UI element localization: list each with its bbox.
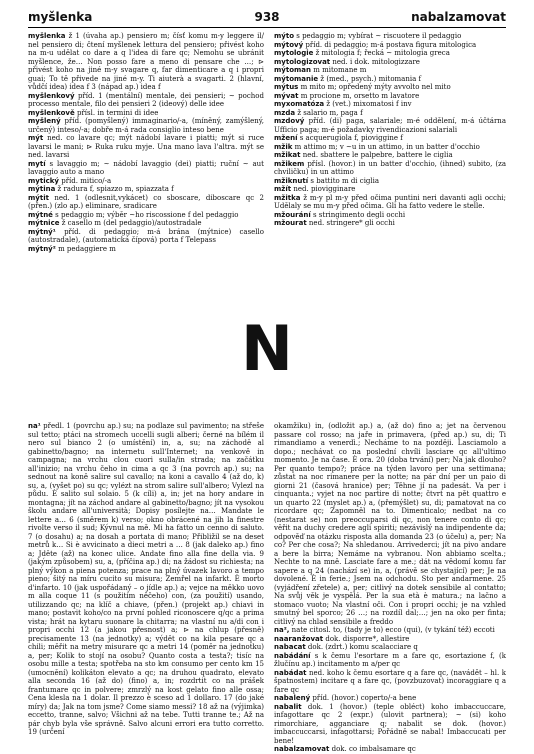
entry-headword: mžik: [274, 142, 293, 151]
entry-definition: příd. (di) paga, salariale; m-é oddělení, m-á účtárna Ufficio paga; m-é požadavky rivendicazioni salariali: [274, 117, 506, 134]
dictionary-entry: [274, 109, 506, 118]
entry-definition: s lavaggio m; ~ nádobí lavaggio (dei) piatti; ruční ~ aut lavaggio auto a mano: [28, 159, 264, 176]
entry-definition: dok. co imbalsamare qc: [331, 745, 416, 753]
dictionary-entry: [274, 194, 506, 211]
entry-definition: ž salario m, paga f: [297, 108, 363, 117]
entry-headword: naaranžovat: [274, 634, 324, 643]
entry-definition: ž casello m (del pedaggio)/autostradale: [61, 219, 202, 227]
dictionary-entry: [274, 211, 506, 220]
header-last-entry: nabalzamovat: [411, 10, 506, 24]
entry-headword: mzda: [274, 108, 296, 117]
entry-definition: ž (med., psych.) mitomania f: [320, 74, 422, 83]
entry-headword: nabádání: [274, 651, 311, 660]
entry-definition: předl. 1 (povrchu ap.) su; na podlaze sul pavimento; na střeše sul tetto; ptáci na stromech uccelli sugli alberi; černé na bílém il nero sul bianco 2 (o umístění) in, a, su; na záchodě al gabinetto/bagno; na internetu sull'Internet; na venkově in campagna; na vrchu clou cuori sulla/in strada; na začátku all'inizio; na vrchu čeho in cima a qc 3 (na povrch ap.) su; na sednout na koně salire sul cavallo; na koni a cavallo 4 (až do, k) su, a, (vyšet po) su qc; vylézt na strom salire sull'albero; Vylezl na půdu. È salito sul solaio. 5 (k cíli) a, in; jet na hory andare in montagna; jít na záchod andare al gabinetto/bagno; jít na vysokou školu andare all'università; Dopisy posílejte na… Mandate le lettere a… 6 (směrem k) verso; okno obrácené na jih la finestre rivolte verso il sud; Kývnul na mě. Mi ha fatto un cenno di saluto. 7 (o dosahu) a; na dosah a portata di mano; Přibližil se na deset metrů k… Si è avvicinato a dieci metri a … 8 (jak daleko ap.) fino a; Jděte (až) na konec ulice. Andate fino alla fine della via. 9 (jakým způsobem) su, a, (příčina ap.) di; na žádost su richiesta; na plný výkon a piena potenza; prace na plný úvazek lavoro a tempo pieno; šitý na míru cucito su misura; Zemřel na infarkt. È morto d'infarto. 10 (jak uspořádaný – o jídle ap.) a; vejce na měkko uovo m alla coque 11 (s použitím něčeho) con, (za použití) usando, utilizzando qc; na klíč a chiave, (přen.) (projekt ap.) chiavi in mano; postavit koho/co na první pohled riconoscere q/qc a prima vista; hrát na kytaru suonare la chitarra; na vlastní nu a/di con i propri occhi 12 (a jakou přesnost) a; ⊳ na chlup (přesně) precisamente 13 (na jednotky) a; výdět co na kila pesare qc a chili; měřit na metry misurare qc a metri 14 (poměr na jednotku) a, per; Kolik to stojí na osobu? Quanto costa a testa?; tisíc na osobu mille a testa; spotřeba na sto km consumo per cento km 15 (umocnění) kolikáton elevato a qc; na druhou quadrato, elevato alla seconda 16 (až do) (fino) a, in; rozdrtit co na prášek frantumare qc in polvere; zmrzlý na kost gelato fino alle ossa; Cena klesla na 1 dolar. Il prezzo è sceso ad 1 dollaro. 17 (do jaké míry) da; Jak na tom jsme? Come siamo messi? 18 až na (výjimka) eccetto, tranne, salvo; Všichni až na tebe. Tutti tranne te.; Až na pár chyb byla vše správně. Salvo alcuni errori era tutto corretto. 19 (určení: [28, 422, 265, 736]
entry-headword: mytologie: [274, 49, 314, 57]
column-1: [28, 32, 264, 278]
entry-definition: s k čemu l'esortare m a fare qc, esortazione f, (k žlučínu ap.) incitamento m a/per qc: [274, 651, 506, 668]
entry-definition: ned. sbattere le palpebre, battere le ciglia: [302, 151, 453, 159]
entry-headword: mýtnice: [28, 219, 60, 227]
dictionary-entry: [28, 177, 264, 186]
entry-headword: nabalzamovat: [274, 745, 330, 753]
dictionary-entry: [274, 117, 506, 134]
entry-definition: m pedaggiere m: [58, 244, 116, 253]
entry-definition: příd. (hovor.) coperto/-a bene: [312, 694, 417, 702]
entry-definition: příd. mitico/-a: [61, 176, 112, 185]
entry-headword: myxomatóza: [274, 100, 325, 108]
dictionary-entry: [274, 41, 506, 50]
entry-definition: m mitomane m: [313, 66, 367, 74]
running-header: [28, 10, 506, 26]
dictionary-entry: [274, 703, 506, 746]
dictionary-entry: [274, 58, 506, 67]
header-first-entry: myšlenka: [28, 10, 93, 24]
dictionary-entry: [28, 194, 264, 211]
dictionary-entry: [274, 160, 506, 177]
entry-definition: příd. di pedaggio; m-á postava figura mitologica: [305, 40, 477, 49]
entry-definition: s acquerugiola f, pioviggine f: [299, 134, 403, 142]
column-3: [28, 422, 264, 742]
entry-definition: s pedaggio m; výběr ~ho riscossione f del pedaggio: [55, 210, 239, 219]
entry-definition: ž m-y pl m-y před očima puntini neri davanti agli occhi; Udělaly se mu m-y před očima. Gli ha fatto vedere le stelle.: [274, 193, 506, 210]
entry-definition: ned. koho k čemu esortare q a fare qc, (navádět – hl. k špatnostem) incitare q a fare qc, (povzbuzovat) incoraggiare q a fare qc: [274, 668, 506, 694]
entry-headword: myšlený: [28, 117, 61, 125]
dictionary-entry: [274, 745, 506, 754]
dictionary-entry: [274, 32, 506, 41]
entry-headword: na¹: [28, 422, 41, 430]
entry-definition: dok. (zdrt.) komu scalacciare q: [307, 643, 418, 651]
entry-headword: myšlenkově: [28, 108, 75, 117]
entry-definition: ž radura f, spiazzo m, spiazzata f: [57, 185, 174, 193]
entry-headword: mýtus: [274, 83, 299, 91]
entry-headword: mýtný²: [28, 244, 56, 253]
entry-definition: dok. 1 (hovor.) (teple obléct) koho imbaccuccare, infagottare qc 2 (expr.) (ulovit partnera); ~ (si) koho rimorchiare, agganciare q; nabalit se dok. (hovor.) imbaccuccarsi, infagottarsi; Pořádně se nabal! Imbaccucati per bene!: [274, 702, 506, 745]
entry-definition: ned. piovigginare: [293, 185, 356, 193]
dictionary-entry: [274, 134, 506, 143]
entry-headword: mýtomanie: [274, 74, 319, 83]
dictionary-entry: [274, 49, 506, 58]
entry-headword: mžít: [274, 185, 292, 193]
dictionary-entry: [28, 422, 264, 737]
entry-definition: příd. (pomyšlený) immaginario/-a, (míněný, zamýšlený, určený) inteso/-a; dobře m-á rada consiglio inteso bene: [28, 117, 264, 134]
entry-definition: ž 1 (úvaha ap.) pensiero m; čísť komu m-y leggere il/ nel pensiero di; čtení myšlenek lettura del pensiero; přivést koho na m-u udělat co dare a q l'idea di fare qc; Nemohu se ubránit myšlence, že… Non posso fare a meno di pensare che …; ⊳ přivést koho na jiné m-y svagare q, far dimenticare a q i propri guai; To tě přivede na jiné m-y. Ti aiuterà a svagarti. 2 (hlavní, vůdčí idea) idea f 3 (nápad ap.) idea f: [28, 32, 264, 91]
entry-headword: mýt: [28, 134, 44, 142]
entry-headword: mýtoman: [274, 66, 312, 74]
entry-headword: na²,: [274, 626, 290, 634]
entry-definition: ned. co lavare qc; mýt nádobí lavare i piatti; mýt si ruce lavarsi le mani; ⊳ Ruka ruku myje. Una mano lava l'altra. mýt se ned. lavarsi: [28, 134, 264, 159]
entry-headword: nabalit: [274, 702, 302, 711]
dictionary-entry: [274, 143, 506, 152]
entry-definition: nate citosl. to, (tady je to) ecco (qui), (v tykání též) eccoti: [291, 626, 495, 634]
dictionary-entry: [274, 100, 506, 109]
dictionary-entry: [28, 134, 264, 160]
entry-headword: nabalený: [274, 694, 311, 702]
entry-headword: mývat: [274, 91, 299, 100]
entry-headword: mytický: [28, 176, 59, 185]
entry-headword: mžourat: [274, 219, 307, 227]
entry-definition: dok. disporre*, allestire: [325, 634, 410, 643]
dictionary-entry: [274, 626, 506, 635]
entry-headword: mýtit: [28, 193, 49, 202]
dictionary-entry: [274, 185, 506, 194]
header-rule: [28, 27, 506, 28]
entry-definition: přísl. in termini di idee: [76, 108, 159, 117]
dictionary-entry: [274, 177, 506, 186]
entry-definition: s stringimento degli occhi: [312, 210, 406, 219]
entry-definition: ž mitologia f; řecká ~ mitologia greca: [315, 49, 450, 57]
entry-headword: mýtový: [274, 40, 304, 49]
dictionary-entry: [274, 66, 506, 75]
dictionary-entry: [274, 151, 506, 160]
entry-headword: mýtný¹: [28, 227, 56, 236]
entry-headword: mytologizovat: [274, 57, 331, 66]
column-2: [274, 32, 506, 278]
dictionary-entry: [28, 211, 264, 220]
entry-definition: m attimo m; v ~u in un attimo, in un batter d'occhio: [294, 142, 480, 151]
dictionary-entry: [28, 185, 264, 194]
entry-definition: ned. stringere* gli occhi: [308, 219, 395, 227]
entry-headword: nabádat: [274, 668, 307, 677]
column-4: [274, 422, 506, 753]
page-number: 938: [254, 10, 280, 24]
dictionary-entry: [274, 694, 506, 703]
section-letter: N: [241, 312, 293, 385]
entry-definition: m procione m, orsetto m lavatore: [300, 91, 420, 100]
entry-headword: mytí: [28, 159, 46, 168]
dictionary-entry: [28, 117, 264, 134]
entry-definition: příd. di pedaggio; m-á brána (mýtnice) casello (autostradale), (automatická čípová) porta f Telepass: [28, 227, 264, 244]
entry-headword: mžitka: [274, 193, 301, 202]
entry-headword: mžiknutí: [274, 176, 309, 185]
entry-definition: ned. i dok. mitologizzare: [332, 57, 420, 66]
dictionary-entry: [274, 219, 506, 228]
entry-headword: mýtina: [28, 185, 56, 193]
entry-headword: myšlenka: [28, 32, 66, 40]
entry-definition: ned. 1 (odlesnit,vykácet) co sboscare, diboscare qc 2 (přen.) (zlo ap.) eliminare, sradicare: [28, 193, 264, 210]
dictionary-entry: [28, 160, 264, 177]
dictionary-entry: [274, 669, 506, 695]
dictionary-entry: [274, 652, 506, 669]
entry-headword: mžikem: [274, 159, 305, 168]
dictionary-entry: [28, 228, 264, 245]
entry-headword: mýto: [274, 32, 295, 40]
dictionary-entry: [274, 92, 506, 101]
entry-definition: s battito m di ciglia: [310, 176, 380, 185]
entry-headword: mžourání: [274, 210, 311, 219]
entry-definition: ž (vet.) mixomatosi f inv: [326, 100, 412, 108]
entry-headword: myšlenkový: [28, 91, 75, 100]
entry-definition: m mito m; opředený mýty avvolto nel mito: [300, 83, 451, 91]
entry-headword: nabacat: [274, 643, 306, 651]
dictionary-entry: [274, 75, 506, 84]
entry-definition: přísl. (hovor.) in un batter d'occhio, (ihned) subito, (za chviličku) in un attimo: [274, 159, 506, 176]
dictionary-entry: [274, 83, 506, 92]
dictionary-entry: [28, 219, 264, 228]
entry-definition: s pedaggio m; vybírat ~ riscuotere il pedaggio: [296, 32, 462, 40]
dictionary-entry: [274, 635, 506, 644]
entry-headword: mžikat: [274, 151, 301, 159]
entry-headword: mzdový: [274, 117, 305, 125]
dictionary-entry: [274, 422, 506, 626]
dictionary-entry: [274, 643, 506, 652]
dictionary-entry: [28, 32, 264, 92]
entry-headword: mžení: [274, 134, 298, 142]
entry-definition: příd. 1 (mentální) mentale, dei pensieri; ~ pochod processo mentale, filo dei pensieri 2 (ideový) delle idee: [28, 91, 264, 108]
entry-headword: mýtné: [28, 210, 53, 219]
dictionary-entry: [28, 92, 264, 109]
entry-definition: okamžiku) in, (odložit ap.) a, (až do) fino a; jet na červenou passare col rosso; na jaře in primavera, (před ap.) su, di; Ti rimandiamo a venerdì.; Necháme to na později. Lasciamolo a dopo.; nechávat co na poslední chvíli lasciare qc all'ultimo momento. Je na čase. È ora. 20 (doba trvání) per; Na jak dlouho? Per quanto tempo?; práce na týden lavoro per una settimana; zůstat na noc rimanere per la notte; na pár dní per un paio di giorni 21 (časová hranice) per; Těhne jí na padesát. Va per i cinquanta.; vyjet na noc partire di notte; čtvrt na pět quattro e un quarto 22 (myslet ap.) a, (přemýšlet) su, di; pamatovat na co ricordare qc; Zapomněl na to. Dimenticalo; nedbat na co (nestarat se) non preoccuparsi di qc, non tenere conto di qc; věřit na duchy credere agli spiriti; nezávislý na indipendente da; odpověď na otázku risposta alla domanda 23 (o účelu) a, per; Na co? Per che cosa?; Na shledanou. Arrivederci; jít na pivo andare a bere la birra; Nemáme na vybranou. Non abbiamo scelta.; Nechte to na mně. Lasciate fare a me.; dát na vědomí komu far sapere a q 24 (nachází se) in, a, (právě se chystající) per; Je na dovolené. È in ferie.; Jsem na odchodu. Sto per andarmene. 25 (vyjádření zřetele) a, per; citlivý na dotek sensibile al contatto; Na svůj věk je vyspělá. Per la sua età è matura.; na lačno a stomaco vuoto; Na vlastní oči. Con i propri occhi; je na vzhled smutný bel sporco; 26 …; na rozdíl dal;…; jen na oko per finta; citlivý na chlad sensibile a freddo: [274, 422, 506, 626]
dictionary-entry: [28, 109, 264, 118]
dictionary-entry: [28, 245, 264, 254]
